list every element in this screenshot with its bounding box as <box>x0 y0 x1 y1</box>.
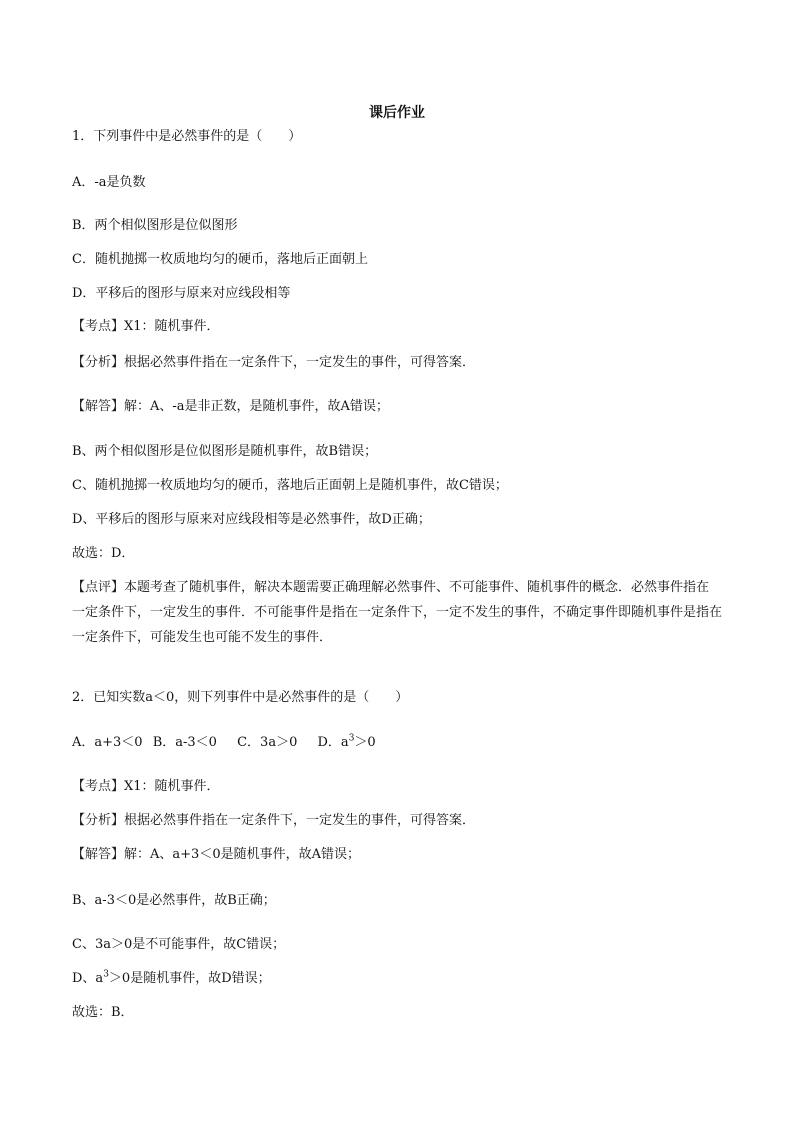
q2-option-a: A．a+3＜0 <box>72 735 143 750</box>
dianping-tag: 【点评】 <box>72 580 125 595</box>
q1-jieda <box>72 398 389 416</box>
kaodian-text: X1：随机事件． <box>124 779 220 794</box>
fenxi-text: 根据必然事件指在一定条件下，一定发生的事件，可得答案． <box>124 355 476 370</box>
jieda-tag: 【解答】 <box>72 847 125 862</box>
q2-option-b: B．a-3＜0 <box>152 735 217 750</box>
q2-step-c: C、3a＞0是不可能事件，故C错误； <box>72 937 286 952</box>
kaodian-tag: 【考点】 <box>72 779 125 794</box>
q1-step-b: B、两个相似图形是位似图形是随机事件，故B错误； <box>72 444 378 459</box>
q2-jieda <box>72 846 360 864</box>
dianping-text: 本题考查了随机事件，解决本题需要正确理解必然事件、不可能事件、随机事件的概念．必然事件指在一定条件下，一定发生的事件．不可能事件是指在一定条件下，一定不发生的事件，不确定事件即随机事件是指在一定条件下，可能发生也可能不发生的事件． <box>72 580 723 645</box>
q1-step-c: C、随机抛掷一枚质地均匀的硬币，落地后正面朝上是随机事件，故C错误； <box>72 478 508 493</box>
q2-option-d: D．$a^3>0$ <box>317 733 376 750</box>
q1-step-d: D、平移后的图形与原来对应线段相等是必然事件，故D正确； <box>72 512 431 527</box>
jieda-text: 解：A、-a是非正数，是随机事件，故A错误； <box>124 399 389 414</box>
question-2-stem: 2．已知实数a＜0，则下列事件中是必然事件的是（ ） <box>72 690 409 705</box>
q2-fenxi <box>72 812 475 830</box>
q1-kaodian <box>72 318 220 336</box>
q2-option-c: C．3a＞0 <box>237 735 298 750</box>
q1-option-d: D．平移后的图形与原来对应线段相等 <box>72 286 291 301</box>
q2-choice: 故选：B． <box>72 1005 134 1020</box>
fenxi-text: 根据必然事件指在一定条件下，一定发生的事件，可得答案． <box>124 813 476 828</box>
kaodian-text: X1：随机事件． <box>124 319 220 334</box>
jieda-text: 解：A、a+3＜0是随机事件，故A错误； <box>124 847 360 862</box>
fenxi-tag: 【分析】 <box>72 355 125 370</box>
q2-step-d: D、$a^3>0$是随机事件，故D错误； <box>72 969 271 986</box>
q2-kaodian <box>72 778 220 796</box>
q2-step-b: B、a-3＜0是必然事件，故B正确； <box>72 893 276 908</box>
kaodian-tag: 【考点】 <box>72 319 125 334</box>
q1-fenxi <box>72 354 475 372</box>
q1-option-b: B．两个相似图形是位似图形 <box>72 218 238 233</box>
page-title: 课后作业 <box>369 105 425 121</box>
q1-option-c: C．随机抛掷一枚质地均匀的硬币，落地后正面朝上 <box>72 252 368 267</box>
q1-option-a: A．-a是负数 <box>72 175 146 190</box>
jieda-tag: 【解答】 <box>72 399 125 414</box>
fenxi-tag: 【分析】 <box>72 813 125 828</box>
q1-dianping <box>72 575 722 650</box>
q2-options <box>72 734 376 752</box>
question-1-stem: 1．下列事件中是必然事件的是（ ） <box>72 129 302 144</box>
q1-choice: 故选：D． <box>72 546 135 561</box>
